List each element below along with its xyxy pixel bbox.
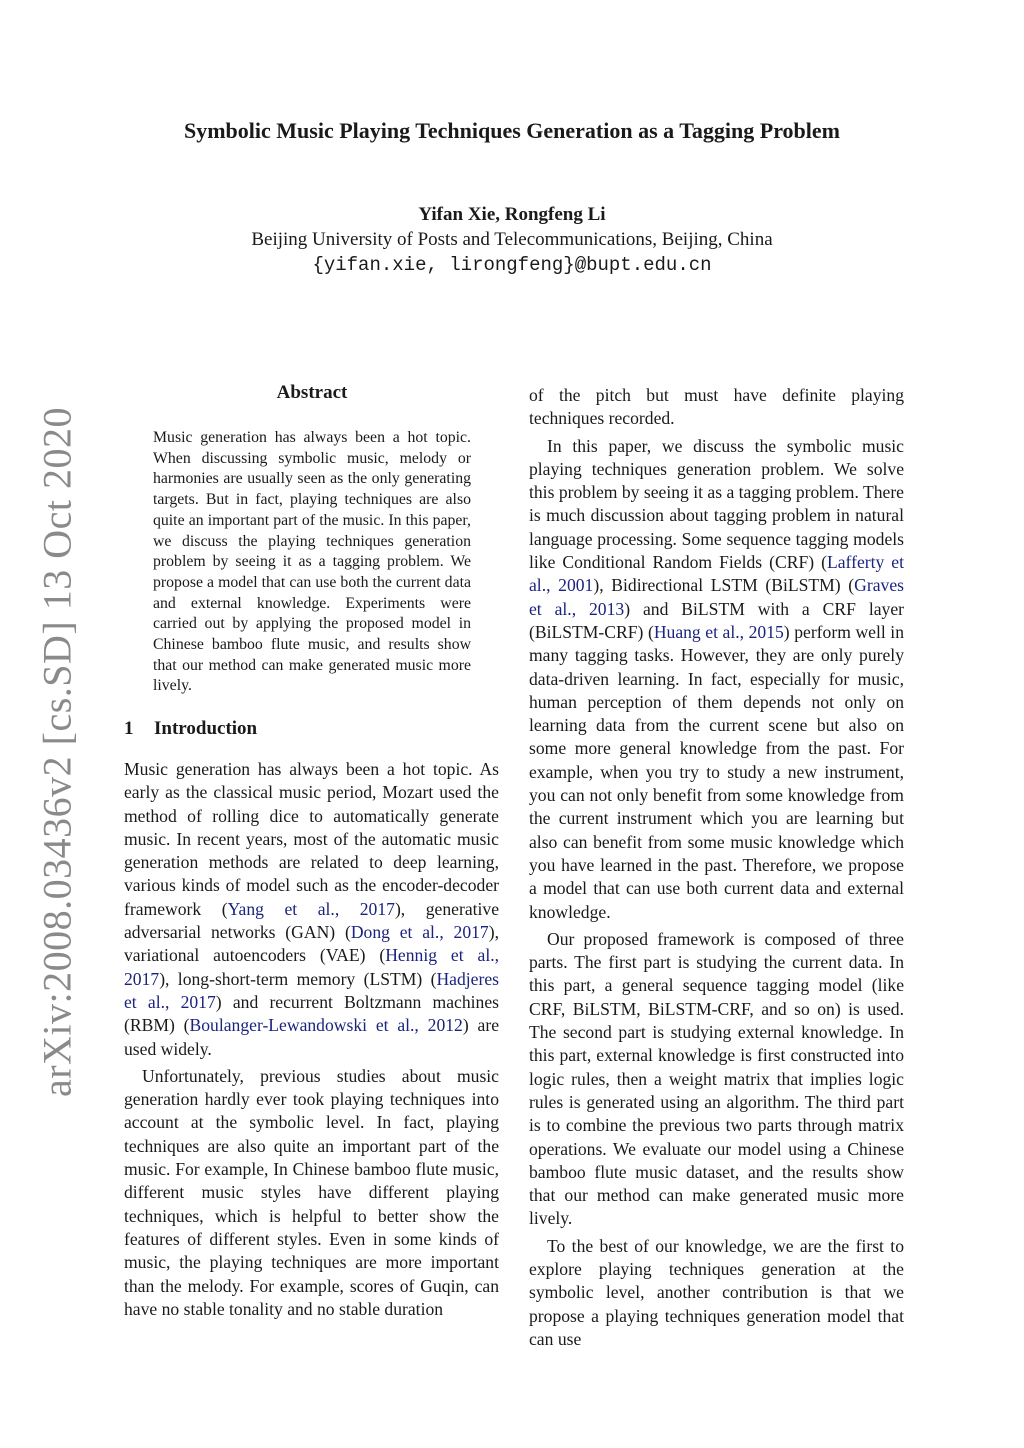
intro-paragraph-3: In this paper, we discuss the symbolic music playing techniques generation problem. We solve this problem by seeing it as a tagging problem. There is much discussion about tagging problem in natural language processing. Some sequence tagging models like Conditional Random Fields (CRF) (Lafferty et al., 2001), Bidirectional LSTM (BiLSTM) (Graves et al., 2013) and BiLSTM with a CRF layer (BiLSTM-CRF) (Huang et al., 2015) perform well in many tagging tasks. However, they are only purely data-driven learning. In fact, especially for music, human perception of them depends not only on learning data from the current scene but also on some more general knowledge from the past. For example, when you try to study a new instrument, you can not only benefit from some knowledge from the current instrument which you are learning but also can benefit from some music knowledge which you have learned in the past. Therefore, we propose a model that can use both current data and external knowledge. [529, 435, 905, 922]
arxiv-identifier: arXiv:2008.03436v2 [cs.SD] 13 Oct 2020 [34, 406, 80, 1098]
right-column [529, 384, 904, 1351]
intro-paragraph-5: To the best of our knowledge, we are the first to explore playing techniques generation at the symbolic level, another contribution is that we propose a playing techniques generation model that can use [529, 1235, 904, 1349]
abstract-text: Music generation has always been a hot topic. When discussing symbolic music, melody or harmonies are usually seen as the only generating targets. But in fact, playing techniques are also quite an important part of the music. In this paper, we discuss the playing techniques generation problem by seeing it as a tagging problem. We propose a model that can use both the current data and external knowledge. Experiments were carried out by applying the proposed model in Chinese bamboo flute music, and results show that our method can make generated music more lively. [153, 429, 471, 695]
intro-paragraph-4: Our proposed framework is composed of three parts. The first part is studying the current data. In this part, a general sequence tagging model (like CRF, BiLSTM, BiLSTM-CRF, and so on) is used. The second part is studying external knowledge. In this part, external knowledge is first constructed into logic rules, then a weight matrix that implies logic rules is generated using an algorithm. The third part is to combine the previous two parts through matrix operations. We evaluate our model using a Chinese bamboo flute music dataset, and the results show that our method can make generated music more lively. [529, 928, 904, 1229]
affiliation: Beijing University of Posts and Telecommunications, Beijing, China [251, 229, 773, 250]
authors: Yifan Xie, Rongfeng Li [418, 204, 606, 225]
citation-link[interactable]: Boulanger-Lewandowski et al., 2012 [189, 1015, 463, 1036]
citation-link[interactable]: Dong et al., 2017 [350, 922, 489, 943]
left-column [124, 758, 499, 1321]
intro-paragraph-2-continued: of the pitch but must have definite playing techniques recorded. [529, 385, 904, 429]
section-title: Introduction [154, 718, 258, 739]
abstract-heading: Abstract [276, 382, 348, 403]
email: {yifan.xie, lirongfeng}@bupt.edu.cn [312, 254, 712, 276]
citation-link[interactable]: Hadjeres et al., 2017 [124, 968, 499, 1012]
citation-link[interactable]: Yang et al., 2017 [227, 898, 395, 919]
section-number: 1 [124, 718, 134, 739]
citation-link[interactable]: Lafferty et al., 2001 [529, 552, 905, 596]
citation-link[interactable]: Huang et al., 2015 [653, 621, 784, 642]
citation-link[interactable]: Hennig et al., 2017 [124, 945, 499, 989]
intro-paragraph-1: Music generation has always been a hot topic. As early as the classical music period, Mozart used the method of rolling dice to automatically generate music. In recent years, most of the automatic music generation methods are related to deep learning, various kinds of model such as the encoder-decoder framework (Yang et al., 2017), generative adversarial networks (GAN) (Dong et al., 2017), variational autoencoders (VAE) (Hennig et al., 2017), long-short-term memory (LSTM) (Hadjeres et al., 2017) and recurrent Boltzmann machines (RBM) (Boulanger-Lewandowski et al., 2012) are used widely. [124, 759, 500, 1059]
section-heading-introduction [124, 718, 257, 740]
citation-link[interactable]: Graves et al., 2013 [529, 575, 904, 619]
paper-title: Symbolic Music Playing Techniques Generation as a Tagging Problem [183, 118, 840, 143]
intro-paragraph-2: Unfortunately, previous studies about music generation hardly ever took playing techniques into account at the symbolic level. In fact, playing techniques are also quite an important part of the music. For example, In Chinese bamboo flute music, different music styles have different playing techniques, which is helpful to better show the features of different styles. Even in some kinds of music, the playing techniques are more important than the melody. For example, scores of Guqin, can have no stable tonality and no stable duration [124, 1065, 499, 1319]
